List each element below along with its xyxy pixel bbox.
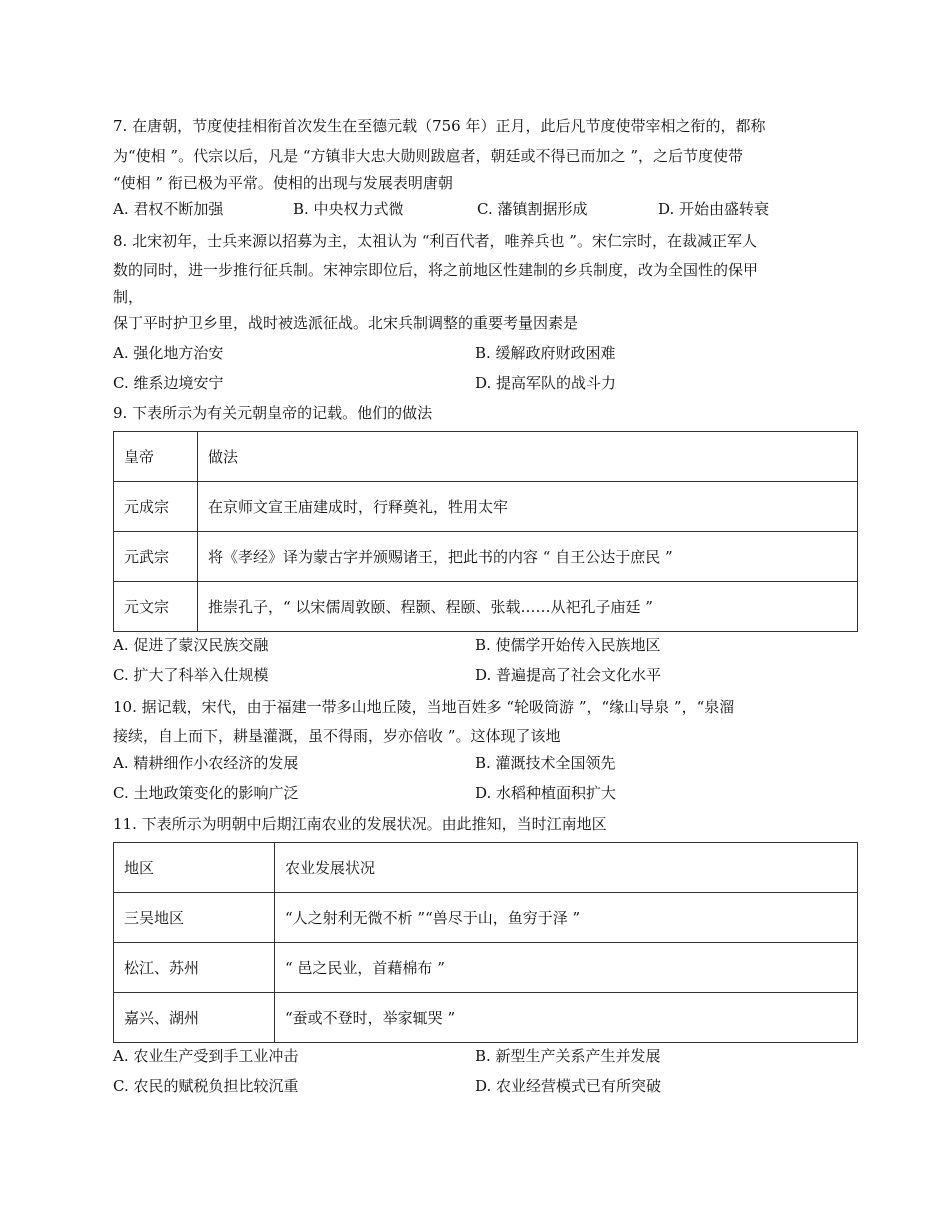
table-cell-practice: 在京师文宣王庙建成时，行释奠礼，牲用太牢 [198,482,858,532]
q7-stem-line-3: “使相 ” 衔已极为平常。使相的出现与发展表明唐朝 [113,174,453,192]
table-cell-region: 三吴地区 [114,893,275,943]
q11-option-c[interactable]: C. 农民的赋税负担比较沉重 [113,1077,299,1095]
table-header-cell: 地区 [114,843,275,893]
table-cell-emperor: 元文宗 [114,582,198,632]
q8-stem-line-4: 保丁平时护卫乡里，战时被选派征战。北宋兵制调整的重要考量因素是 [113,314,579,332]
table-cell-emperor: 元武宗 [114,532,198,582]
table-cell-region: 松江、苏州 [114,943,275,993]
table-cell-region: 嘉兴、湖州 [114,993,275,1043]
q8-stem-line-1: 8. 北宋初年，士兵来源以招募为主，太祖认为 “利百代者，唯养兵也 ”。宋仁宗时，在裁减正军人 [113,232,757,250]
table-row [114,993,858,1043]
table-header-cell: 做法 [198,432,858,482]
q7-stem-line-1: 7. 在唐朝，节度使挂相衔首次发生在至德元载（756 年）正月，此后凡节度使带宰相之衔的，都称 [113,117,766,135]
q10-stem-line-2: 接续，自上而下，耕垦灌溉，虽不得雨，岁亦倍收 ”。这体现了该地 [113,727,561,745]
table-cell-status: “人之射利无微不析 ”“兽尽于山，鱼穷于泽 ” [275,893,858,943]
q7-option-c[interactable]: C. 藩镇割据形成 [477,200,588,218]
q8-option-b[interactable]: B. 缓解政府财政困难 [475,344,616,362]
q9-option-b[interactable]: B. 使儒学开始传入民族地区 [475,636,661,654]
table-row [114,532,858,582]
q10-stem-line-1: 10. 据记载，宋代，由于福建一带多山地丘陵，当地百姓多 “轮吸筒游 ”，“缘山导泉 ”，“泉溜 [113,698,735,716]
q10-option-b[interactable]: B. 灌溉技术全国领先 [475,754,616,772]
table-header-cell: 农业发展状况 [275,843,858,893]
q10-option-a[interactable]: A. 精耕细作小农经济的发展 [113,754,299,772]
q9-stem: 9. 下表所示为有关元朝皇帝的记载。他们的做法 [113,404,433,422]
q7-option-b[interactable]: B. 中央权力式微 [293,200,404,218]
q9-table [113,431,858,632]
q8-option-c[interactable]: C. 维系边境安宁 [113,374,224,392]
q11-stem: 11. 下表所示为明朝中后期江南农业的发展状况。由此推知，当时江南地区 [113,815,607,833]
table-row [114,893,858,943]
q9-option-d[interactable]: D. 普遍提高了社会文化水平 [475,666,662,684]
q10-option-d[interactable]: D. 水稻种植面积扩大 [475,784,617,802]
q10-option-c[interactable]: C. 土地政策变化的影响广泛 [113,784,299,802]
table-cell-status: “蚕或不登时，举家辄哭 ” [275,993,858,1043]
table-row [114,482,858,532]
q7-option-a[interactable]: A. 君权不断加强 [113,200,224,218]
q8-stem-line-2: 数的同时，进一步推行征兵制。宋神宗即位后，将之前地区性建制的乡兵制度，改为全国性的保甲 [113,261,759,279]
q7-stem-line-2: 为“使相 ”。代宗以后，凡是 “方镇非大忠大勋则跋扈者，朝廷或不得已而加之 ”，之后节度使带 [113,147,743,165]
table-cell-emperor: 元成宗 [114,482,198,532]
table-cell-practice: 推崇孔子，“ 以宋儒周敦颐、程颢、程颐、张载……从祀孔子庙廷 ” [198,582,858,632]
table-cell-practice: 将《孝经》译为蒙古字并颁赐诸王，把此书的内容 “ 自王公达于庶民 ” [198,532,858,582]
q8-option-a[interactable]: A. 强化地方治安 [113,344,224,362]
table-header-row [114,432,858,482]
q8-stem-line-3: 制， [113,288,144,306]
table-row [114,943,858,993]
q11-option-b[interactable]: B. 新型生产关系产生并发展 [475,1047,661,1065]
table-header-cell: 皇帝 [114,432,198,482]
q7-option-d[interactable]: D. 开始由盛转衰 [658,200,770,218]
q11-option-a[interactable]: A. 农业生产受到手工业冲击 [113,1047,299,1065]
q9-option-a[interactable]: A. 促进了蒙汉民族交融 [113,636,269,654]
table-header-row [114,843,858,893]
q8-option-d[interactable]: D. 提高军队的战斗力 [475,374,617,392]
q9-option-c[interactable]: C. 扩大了科举入仕规模 [113,666,269,684]
table-cell-status: “ 邑之民业，首藉棉布 ” [275,943,858,993]
q11-option-d[interactable]: D. 农业经营模式已有所突破 [475,1077,662,1095]
table-row [114,582,858,632]
q11-table [113,842,858,1043]
